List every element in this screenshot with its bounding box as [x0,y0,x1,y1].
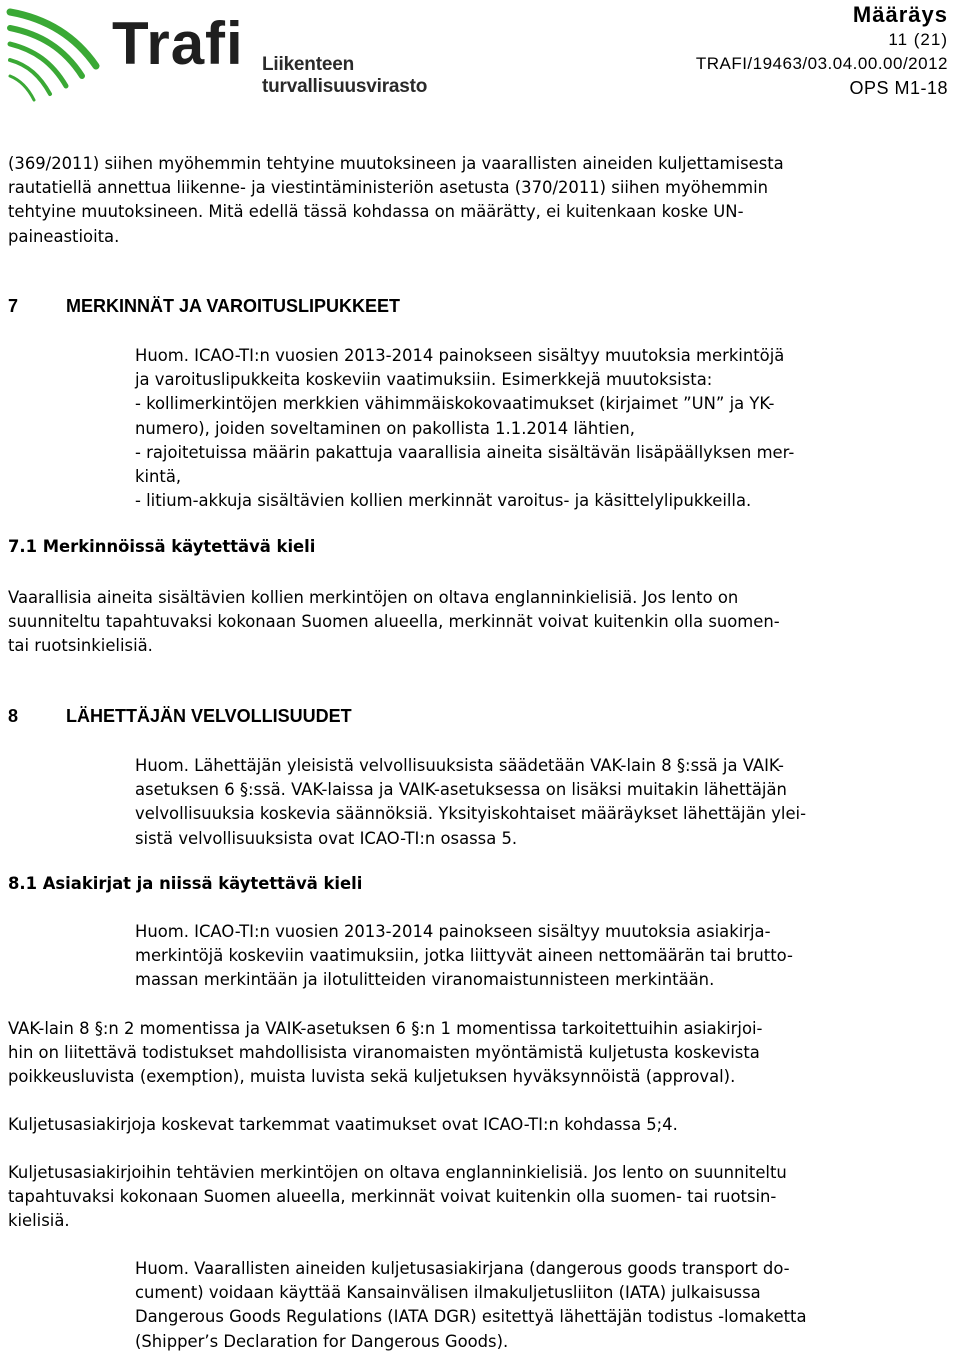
section-8-1-note: Huom. ICAO-TI:n vuosien 2013-2014 painokseen sisältyy muutoksia asiakirja- merkintöjä koskeviin vaatimuksiin, jotka liittyvät aineen nettomäärän tai brutto- massan merkintään ja ilotulitteiden viranomaistunnisteen merkintään. [135,922,793,990]
paragraph-language: Kuljetusasiakirjoihin tehtävien merkintöjen on oltava englanninkielisiä. Jos lento on suunniteltu tapahtuvaksi kokonaan Suomen alueella, merkinnät voivat kuitenkin olla suomen- tai ruotsin- kielisiä. [8,1163,787,1231]
section-8-1-heading: 8.1 Asiakirjat ja niissä käytettävä kieli [8,874,363,893]
final-note: Huom. Vaarallisten aineiden kuljetusasiakirjana (dangerous goods transport do- cument) voidaan käyttää Kansainvälisen ilmakuljetusliiton (IATA) julkaisussa Dangerous Goods Regulations (IATA DGR) esitettyä lähettäjän todistus -lomaketta (Shipper’s Declaration for Dangerous Goods). [135,1259,807,1351]
section-7-1-paragraph: Vaarallisia aineita sisältävien kollien merkintöjen on oltava englanninkielisiä. Jos lento on suunniteltu tapahtuvaksi kokonaan Suomen alueella, merkinnät voivat kuitenkin olla suomen- tai ruotsinkielisiä. [8,588,780,656]
doc-type: Määräys [852,2,948,27]
paragraph-requirements: Kuljetusasiakirjoja koskevat tarkemmat vaatimukset ovat ICAO-TI:n kohdassa 5;4. [8,1115,678,1134]
section-7-heading [8,296,400,317]
intro-paragraph: (369/2011) siihen myöhemmin tehtyine muutoksineen ja vaarallisten aineiden kuljettamisesta rautatiellä annettua liikenne- ja viestintäministeriön asetusta (370/2011) siihen myöhemmin tehtyine muutoksineen. Mitä edellä tässä kohdassa on määrätty, ei kuitenkaan koske UN- paineastioita. [8,154,784,246]
logo-wordmark: Trafi [112,10,244,77]
section-7-note: Huom. ICAO-TI:n vuosien 2013-2014 painokseen sisältyy muutoksia merkintöjä ja varoituslipukkeita koskeviin vaatimuksiin. Esimerkkejä muutoksista: - kollimerkintöjen merkkien vähimmäiskokovaatimukset (kirjaimet ”UN” ja YK- numero), joiden soveltaminen on pakollista 1.1.2014 lähtien, - rajoitetuissa määrin pakattuja vaarallisia aineita sisältävän lisäpäällyksen mer- kintä, - litium-akkuja sisältävien kollien merkinnät varoitus- ja käsittelylipukkeilla. [135,346,795,511]
section-8-number: 8 [8,706,19,726]
section-7-1-heading: 7.1 Merkinnöissä käytettävä kieli [8,537,316,556]
logo-subtitle: Liikenteen turvallisuusvirasto [262,54,428,97]
paragraph-attachments: VAK-lain 8 §:n 2 momentissa ja VAIK-asetuksen 6 §:n 1 momentissa tarkoitettuihin asiakirjoi- hin on liitettävä todistukset mahdollisista viranomaisten myöntämistä kuljetusta koskevista poikkeusluvista (exemption), muista luvista sekä kuljetuksen hyväksynnöistä (approval). [8,1019,763,1087]
logo-stripes-icon [4,4,114,104]
section-8-title: LÄHETTÄJÄN VELVOLLISUUDET [66,706,352,726]
trafi-logo [0,0,520,110]
document-header [696,2,948,100]
page-number: 11 (21) [888,30,948,49]
section-7-number: 7 [8,296,19,316]
section-7-title: MERKINNÄT JA VAROITUSLIPUKKEET [66,296,401,316]
ops-code: OPS M1-18 [849,78,948,98]
section-8-note: Huom. Lähettäjän yleisistä velvollisuuksista säädetään VAK-lain 8 §:ssä ja VAIK- asetuksen 6 §:ssä. VAK-laissa ja VAIK-asetuksessa on lisäksi muitakin lähettäjän velvollisuuksia koskevia säännöksiä. Yksityiskohtaiset määräykset lähettäjän ylei- sistä velvollisuuksista ovat ICAO-TI:n osassa 5. [135,756,807,848]
reference-number: TRAFI/19463/03.04.00.00/2012 [695,54,948,73]
section-8-heading [8,706,352,727]
